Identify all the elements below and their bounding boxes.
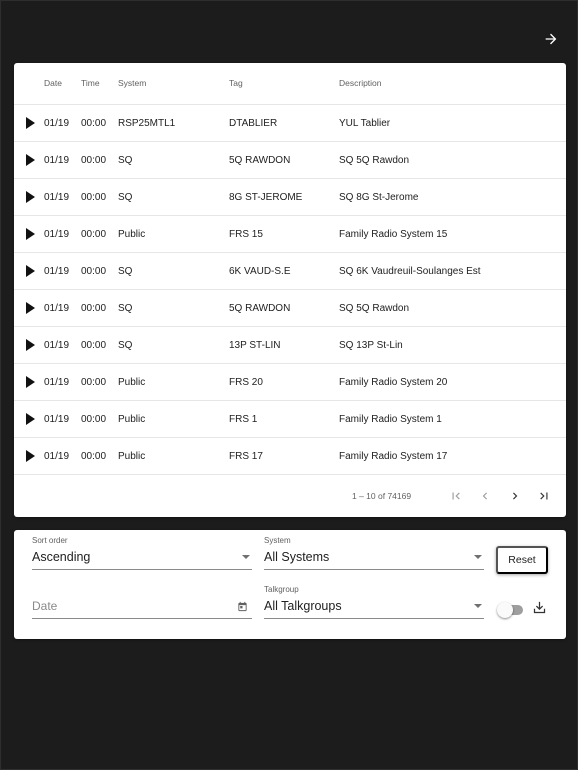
paginator-range: 1 – 10 of 74169 xyxy=(352,491,412,501)
download-button[interactable] xyxy=(530,598,548,616)
play-icon[interactable] xyxy=(25,154,35,166)
date-underline xyxy=(32,618,252,619)
play-icon[interactable] xyxy=(25,450,35,462)
sort-order-value: Ascending xyxy=(32,550,91,564)
row-date: 01/19 xyxy=(44,340,70,351)
row-description: Family Radio System 1 xyxy=(339,414,442,425)
row-tag: 5Q RAWDON xyxy=(229,155,291,166)
row-description: Family Radio System 17 xyxy=(339,451,448,462)
row-date: 01/19 xyxy=(44,192,70,203)
row-tag: FRS 20 xyxy=(229,377,263,388)
table-row[interactable] xyxy=(14,401,566,438)
first-page-icon xyxy=(449,489,463,503)
row-tag: 13P ST-LIN xyxy=(229,340,281,351)
forward-button[interactable] xyxy=(539,27,563,51)
row-tag: DTABLIER xyxy=(229,118,278,129)
column-header-system[interactable]: System xyxy=(118,78,147,88)
row-description: SQ 5Q Rawdon xyxy=(339,155,410,166)
row-tag: 5Q RAWDON xyxy=(229,303,291,314)
play-icon[interactable] xyxy=(25,339,35,351)
row-date: 01/19 xyxy=(44,303,70,314)
column-header-description[interactable]: Description xyxy=(339,78,382,88)
arrow-right-icon xyxy=(543,31,559,47)
table-row[interactable] xyxy=(14,290,566,327)
column-header-time[interactable]: Time xyxy=(81,78,100,88)
system-select[interactable] xyxy=(264,534,484,570)
row-tag: 8G ST-JEROME xyxy=(229,192,303,203)
row-description: SQ 13P St-Lin xyxy=(339,340,403,351)
system-label: System xyxy=(264,536,291,545)
filters-card xyxy=(14,530,566,639)
toggle-switch[interactable] xyxy=(497,602,525,618)
row-date: 01/19 xyxy=(44,451,70,462)
table-row[interactable] xyxy=(14,216,566,253)
play-icon[interactable] xyxy=(25,191,35,203)
date-field[interactable] xyxy=(32,584,252,620)
row-system: RSP25MTL1 xyxy=(118,118,176,129)
table-row[interactable] xyxy=(14,179,566,216)
row-description: SQ 8G St-Jerome xyxy=(339,192,419,203)
next-page-button[interactable] xyxy=(506,487,524,505)
chevron-left-icon xyxy=(478,489,492,503)
row-time: 00:00 xyxy=(81,340,107,351)
play-icon[interactable] xyxy=(25,117,35,129)
sort-order-select[interactable] xyxy=(32,534,252,570)
last-page-button[interactable] xyxy=(535,487,553,505)
sort-order-label: Sort order xyxy=(32,536,68,545)
row-tag: FRS 17 xyxy=(229,451,263,462)
row-system: Public xyxy=(118,377,146,388)
row-time: 00:00 xyxy=(81,118,107,129)
row-system: SQ xyxy=(118,155,133,166)
system-value: All Systems xyxy=(264,550,330,564)
row-date: 01/19 xyxy=(44,377,70,388)
sort-order-underline xyxy=(32,569,252,570)
play-icon[interactable] xyxy=(25,228,35,240)
talkgroup-value: All Talkgroups xyxy=(264,599,342,613)
row-date: 01/19 xyxy=(44,118,70,129)
play-icon[interactable] xyxy=(25,265,35,277)
row-description: Family Radio System 20 xyxy=(339,377,448,388)
row-date: 01/19 xyxy=(44,414,70,425)
row-time: 00:00 xyxy=(81,229,107,240)
row-time: 00:00 xyxy=(81,414,107,425)
date-placeholder: Date xyxy=(32,599,58,613)
talkgroup-underline xyxy=(264,618,484,619)
row-description: Family Radio System 15 xyxy=(339,229,448,240)
row-system: SQ xyxy=(118,340,133,351)
row-time: 00:00 xyxy=(81,377,107,388)
sort-dropdown-arrow-icon xyxy=(242,555,250,559)
row-tag: FRS 15 xyxy=(229,229,263,240)
row-time: 00:00 xyxy=(81,155,107,166)
row-system: SQ xyxy=(118,303,133,314)
table-row[interactable] xyxy=(14,142,566,179)
system-underline xyxy=(264,569,484,570)
row-tag: FRS 1 xyxy=(229,414,258,425)
row-date: 01/19 xyxy=(44,266,70,277)
row-system: Public xyxy=(118,451,146,462)
calls-table-card xyxy=(14,63,566,517)
previous-page-button[interactable] xyxy=(476,487,494,505)
row-system: Public xyxy=(118,229,146,240)
talkgroup-dropdown-arrow-icon xyxy=(474,604,482,608)
talkgroup-label: Talkgroup xyxy=(264,585,299,594)
row-description: SQ 5Q Rawdon xyxy=(339,303,410,314)
column-header-date[interactable]: Date xyxy=(44,78,62,88)
row-time: 00:00 xyxy=(81,303,107,314)
play-icon[interactable] xyxy=(25,302,35,314)
table-header xyxy=(14,63,566,105)
first-page-button[interactable] xyxy=(447,487,465,505)
calendar-icon[interactable] xyxy=(237,601,248,612)
row-system: SQ xyxy=(118,192,133,203)
table-row[interactable] xyxy=(14,105,566,142)
table-row[interactable] xyxy=(14,364,566,401)
row-description: YUL Tablier xyxy=(339,118,391,129)
talkgroup-select[interactable] xyxy=(264,583,484,619)
table-row[interactable] xyxy=(14,438,566,475)
column-header-tag[interactable]: Tag xyxy=(229,78,243,88)
row-system: Public xyxy=(118,414,146,425)
table-row[interactable] xyxy=(14,253,566,290)
play-icon[interactable] xyxy=(25,376,35,388)
row-date: 01/19 xyxy=(44,229,70,240)
last-page-icon xyxy=(537,489,551,503)
system-dropdown-arrow-icon xyxy=(474,555,482,559)
download-icon xyxy=(532,600,547,615)
row-system: SQ xyxy=(118,266,133,277)
row-time: 00:00 xyxy=(81,451,107,462)
chevron-right-icon xyxy=(508,489,522,503)
row-time: 00:00 xyxy=(81,192,107,203)
toggle-thumb xyxy=(497,602,513,618)
row-date: 01/19 xyxy=(44,155,70,166)
row-time: 00:00 xyxy=(81,266,107,277)
table-row[interactable] xyxy=(14,327,566,364)
reset-button[interactable]: Reset xyxy=(496,546,548,574)
play-icon[interactable] xyxy=(25,413,35,425)
row-description: SQ 6K Vaudreuil-Soulanges Est xyxy=(339,266,481,277)
row-tag: 6K VAUD-S.E xyxy=(229,266,291,277)
